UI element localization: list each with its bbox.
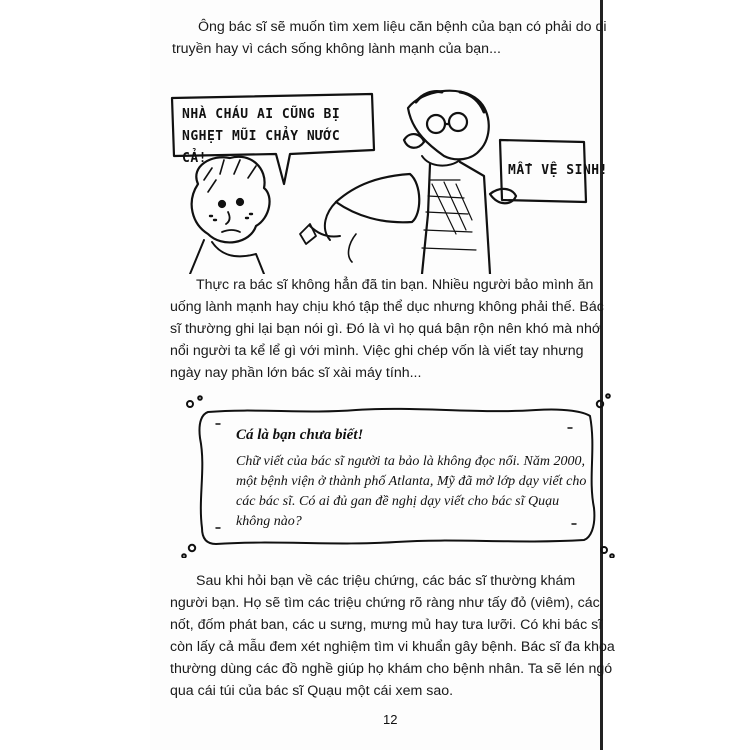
- page-number: 12: [383, 712, 398, 727]
- fact-box-title: Cá là bạn chưa biết!: [236, 427, 364, 443]
- fact-box-body: Chữ viết của bác sĩ người ta bảo là không đọc nổi. Năm 2000, một bệnh viện ở thành phố Atlanta, Mỹ đã mở lớp dạy viết cho các bác sĩ. Có ai đủ gan đề nghị dạy viết cho bác sĩ Quạu không nào?: [236, 454, 587, 529]
- doctor-sign-text: MẤT VỆ SINH!: [508, 163, 608, 178]
- intro-paragraph: Ông bác sĩ sẽ muốn tìm xem liệu căn bệnh của bạn có phải do di truyền hay vì cách sống không lành mạnh của bạn...: [172, 19, 607, 57]
- doctor-notes-paragraph: Thực ra bác sĩ không hẳn đã tin bạn. Nhiều người bảo mình ăn uống lành mạnh hay chịu khó tập thể dục nhưng không phải thế. Bác sĩ thường ghi lại bạn nói gì. Đó là vì họ quá bận rộn nên khó mà nhớ nổi người ta kể lể gì với mình. Việc ghi chép vốn là viết tay nhưng ngày nay phần lớn bác sĩ xài máy tính...: [170, 277, 604, 381]
- examination-paragraph: Sau khi hỏi bạn về các triệu chứng, các bác sĩ thường khám người bạn. Họ sẽ tìm các triệu chứng rõ ràng như tấy đỏ (viêm), các nốt, đốm phát ban, các u sưng, mưng mủ hay tưa lưỡi. Có khi bác sĩ còn lấy cả mẫu đem xét nghiệm tìm vi khuẩn gây bệnh. Bác sĩ đa khoa thường dùng các đồ nghề giúp họ khám cho bệnh nhân. Ta sẽ lén ngó qua cái túi của bác sĩ Quạu một cái xem sao.: [170, 573, 615, 699]
- patient-speech-text: NHÀ CHÁU AI CŨNG BỊ NGHẸT MŨI CHẢY NƯỚC CẢ!: [182, 107, 341, 166]
